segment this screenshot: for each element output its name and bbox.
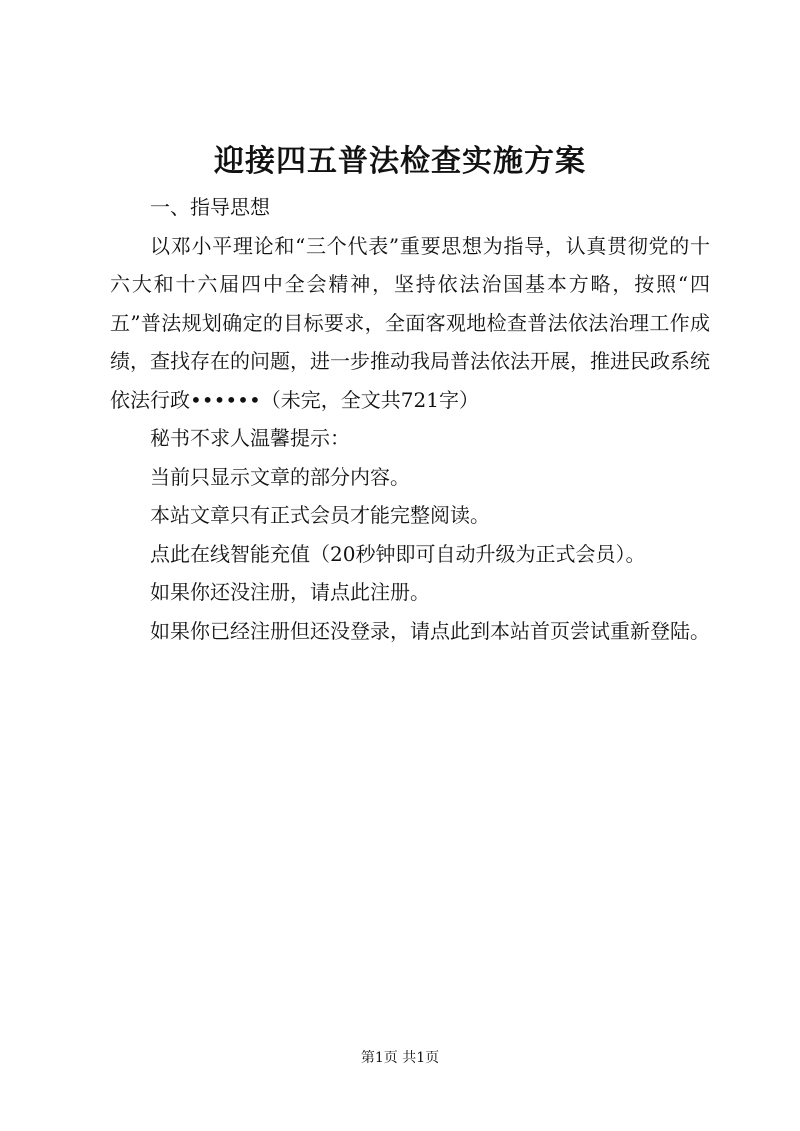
recharge-link[interactable]: 点此在线智能充值（20秒钟即可自动升级为正式会员）。 [150, 541, 646, 566]
page-footer: 第1页 共1页 [360, 1050, 440, 1066]
body-paragraph: 以邓小平理论和“三个代表”重要思想为指导，认真贯彻党的十六大和十六届四中全会精神，坚持依法治国基本方略，按照“四五”普法规划确定的目标要求，全面客观地检查普法依法治理工作成绩，查找存在的问题，进一步推动我局普法依法开展，推进民政系统依法行政••••••（未完，全文共721字） [110, 233, 710, 412]
document-title: 迎接四五普法检查实施方案 [214, 144, 586, 179]
notice-line: 当前只显示文章的部分内容。 [150, 464, 410, 489]
document-body [110, 188, 710, 650]
section-heading: 一、指导思想 [150, 195, 270, 219]
notice-heading: 秘书不求人温馨提示： [150, 426, 350, 450]
login-link[interactable]: 如果你已经注册但还没登录，请点此到本站首页尝试重新登陆。 [150, 618, 710, 643]
notice-line: 本站文章只有正式会员才能完整阅读。 [150, 503, 490, 527]
register-link[interactable]: 如果你还没注册，请点此注册。 [150, 580, 430, 604]
